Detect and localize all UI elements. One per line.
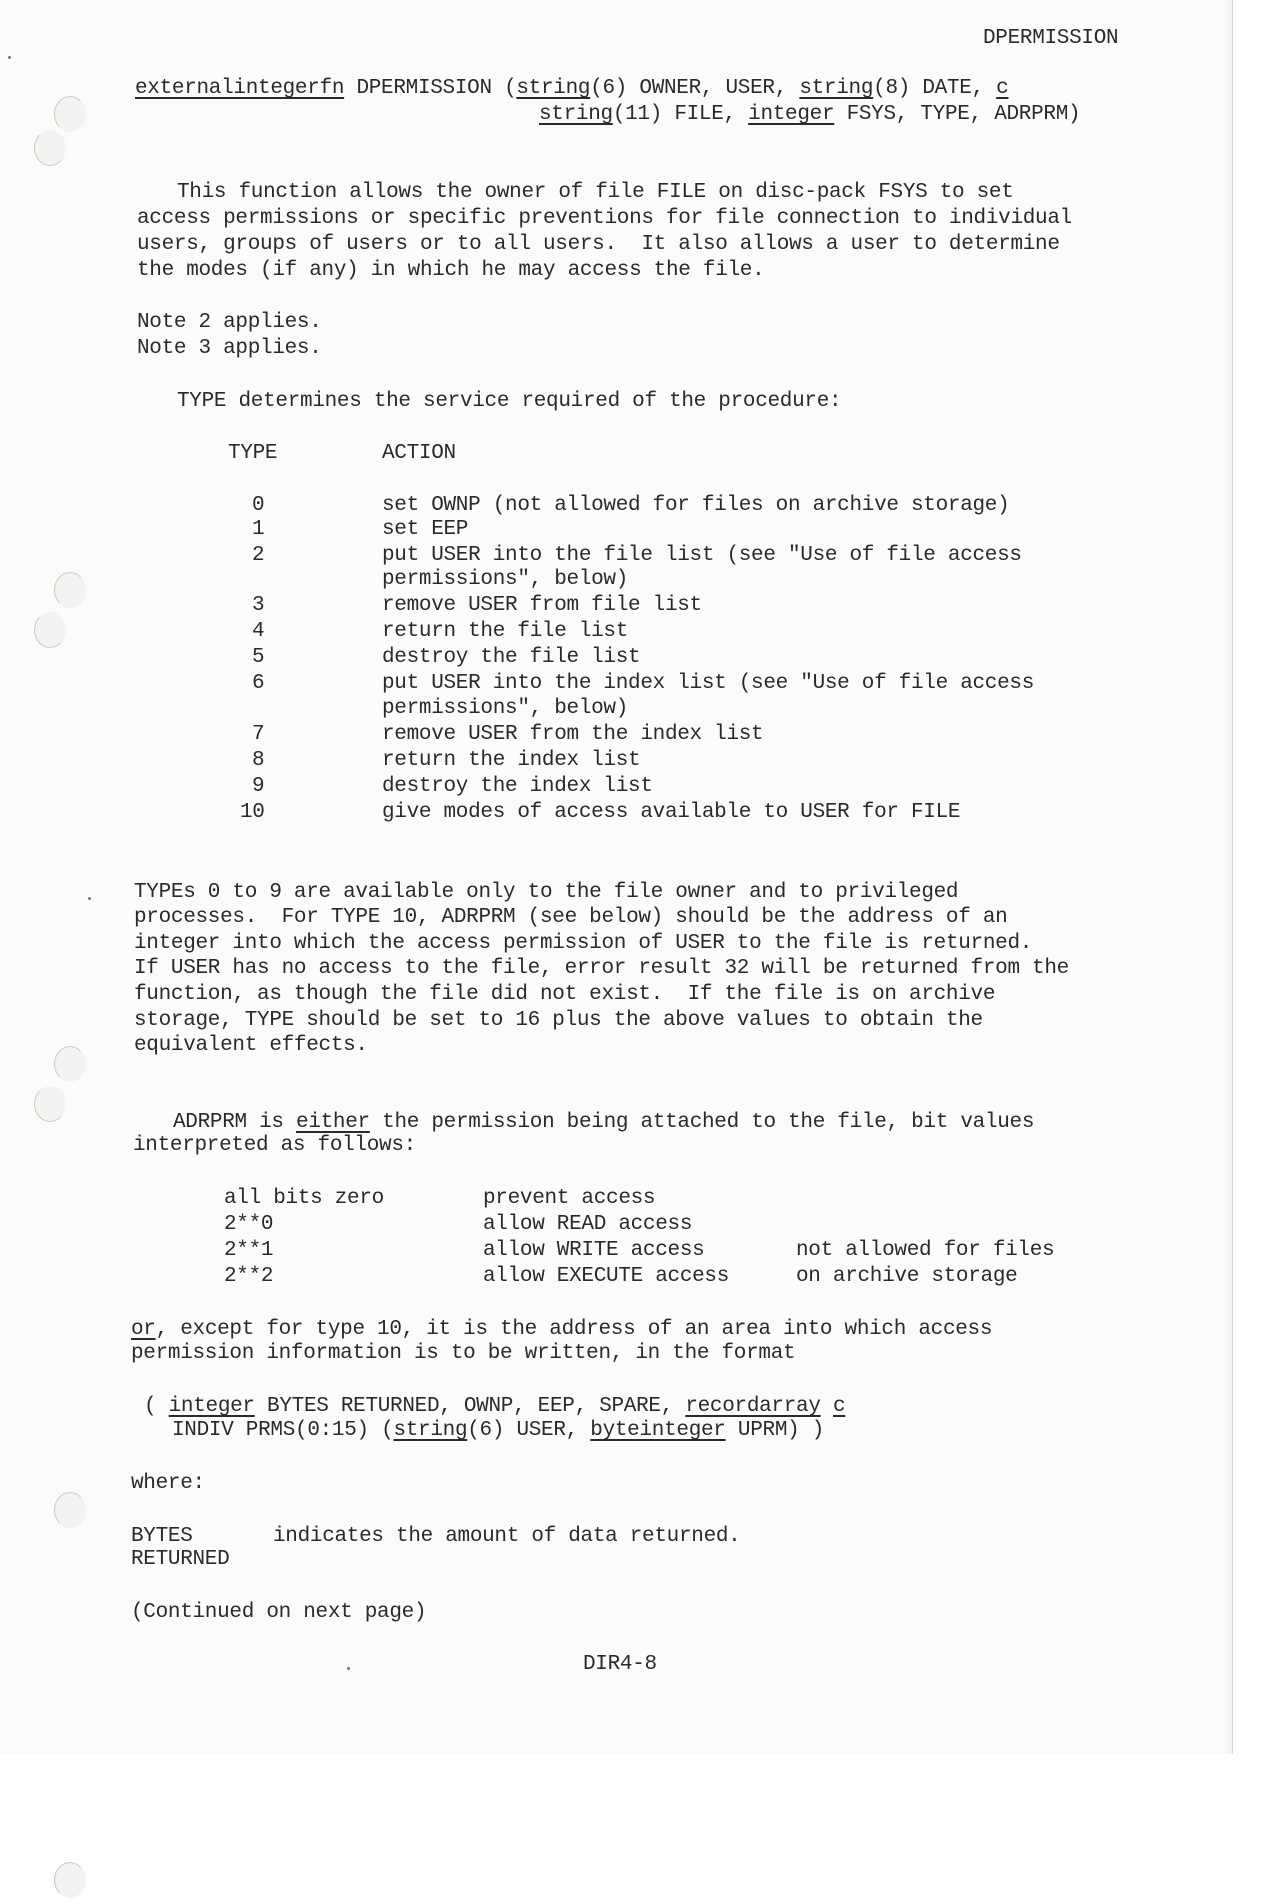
types-paragraph-line: processes. For TYPE 10, ADRPRM (see below) should be the address of an	[134, 906, 1008, 929]
punch-hole-mark	[54, 1046, 86, 1082]
note-line: Note 2 applies.	[137, 311, 322, 334]
type-value: 6	[252, 672, 265, 695]
type-value: 0	[252, 494, 265, 517]
action-text: put USER into the file list (see "Use of file access	[382, 544, 1022, 567]
action-column-header: ACTION	[382, 442, 456, 465]
bit-meaning: allow READ access	[483, 1213, 693, 1236]
intro-line: access permissions or specific preventions for file connection to individual	[137, 207, 1072, 230]
punch-hole-mark	[34, 130, 66, 166]
action-text: return the index list	[382, 749, 641, 772]
keyword-externalintegerfn: externalintegerfn	[135, 77, 345, 100]
action-text: set EEP	[382, 518, 469, 541]
punch-hole-mark	[54, 1492, 86, 1528]
speck-mark	[88, 897, 91, 900]
type-value: 7	[252, 723, 265, 746]
types-paragraph-line: integer into which the access permission of USER to the file is returned.	[134, 932, 1033, 955]
action-text: return the file list	[382, 620, 629, 643]
bit-note: not allowed for files	[796, 1239, 1055, 1262]
type-value: 3	[252, 594, 265, 617]
adrprm-line-2: interpreted as follows:	[133, 1134, 416, 1157]
punch-hole-mark	[54, 572, 86, 608]
type-value: 2	[252, 544, 265, 567]
definition-description: indicates the amount of data returned.	[273, 1525, 741, 1548]
bit-meaning: allow WRITE access	[483, 1239, 705, 1262]
type-value: 4	[252, 620, 265, 643]
intro-line: users, groups of users or to all users. It also allows a user to determine	[137, 233, 1060, 256]
type-value: 10	[240, 801, 265, 824]
signature-line-1: externalintegerfn DPERMISSION (string(6) OWNER, USER, string(8) DATE, c	[135, 77, 1009, 100]
or-line-2: permission information is to be written, in the format	[131, 1342, 796, 1365]
action-text: give modes of access available to USER for FILE	[382, 801, 961, 824]
intro-line: This function allows the owner of file FILE on disc-pack FSYS to set	[177, 181, 1014, 204]
bit-value: all bits zero	[224, 1187, 384, 1210]
types-paragraph-line: If USER has no access to the file, error result 32 will be returned from the	[134, 957, 1069, 980]
bit-meaning: allow EXECUTE access	[483, 1265, 730, 1288]
running-header: DPERMISSION	[983, 27, 1119, 50]
types-paragraph-line: equivalent effects.	[134, 1034, 368, 1057]
bit-value: 2**1	[224, 1239, 274, 1262]
where-label: where:	[131, 1472, 205, 1495]
type-value: 1	[252, 518, 265, 541]
continued-note: (Continued on next page)	[131, 1601, 427, 1624]
note-line: Note 3 applies.	[137, 337, 322, 360]
action-text: put USER into the index list (see "Use of file access	[382, 672, 1035, 695]
type-value: 8	[252, 749, 265, 772]
speck-mark	[347, 1667, 350, 1670]
types-paragraph-line: function, as though the file did not exist. If the file is on archive	[134, 983, 996, 1006]
punch-hole-mark	[54, 1862, 86, 1898]
action-text: destroy the index list	[382, 775, 653, 798]
bit-meaning: prevent access	[483, 1187, 656, 1210]
action-text: set OWNP (not allowed for files on archive storage)	[382, 494, 1010, 517]
action-text-continued: permissions", below)	[382, 568, 629, 591]
punch-hole-mark	[34, 612, 66, 648]
definition-term: BYTES	[131, 1525, 193, 1548]
action-text-continued: permissions", below)	[382, 697, 629, 720]
bit-value: 2**0	[224, 1213, 274, 1236]
punch-hole-mark	[54, 96, 86, 132]
emphasis-or: or	[131, 1318, 156, 1341]
action-text: remove USER from the index list	[382, 723, 764, 746]
bit-note: on archive storage	[796, 1265, 1018, 1288]
punch-hole-mark	[34, 1086, 66, 1122]
format-line-1: ( integer BYTES RETURNED, OWNP, EEP, SPARE, recordarray c	[144, 1395, 846, 1418]
signature-line-2: string(11) FILE, integer FSYS, TYPE, ADRPRM)	[539, 103, 1081, 126]
bit-value: 2**2	[224, 1265, 274, 1288]
types-paragraph-line: storage, TYPE should be set to 16 plus the above values to obtain the	[134, 1009, 983, 1032]
definition-term: RETURNED	[131, 1548, 230, 1571]
speck-mark	[8, 56, 11, 59]
emphasis-either: either	[296, 1111, 370, 1134]
type-value: 9	[252, 775, 265, 798]
format-line-2: INDIV PRMS(0:15) (string(6) USER, byteinteger UPRM) )	[172, 1419, 825, 1442]
type-value: 5	[252, 646, 265, 669]
types-paragraph-line: TYPEs 0 to 9 are available only to the file owner and to privileged	[134, 881, 959, 904]
or-line-1: or, except for type 10, it is the address of an area into which access	[131, 1318, 993, 1341]
intro-line: the modes (if any) in which he may access the file.	[137, 259, 765, 282]
type-column-header: TYPE	[228, 442, 278, 465]
type-intro: TYPE determines the service required of the procedure:	[177, 390, 842, 413]
adrprm-line-1: ADRPRM is either the permission being attached to the file, bit values	[173, 1111, 1035, 1134]
action-text: remove USER from file list	[382, 594, 702, 617]
action-text: destroy the file list	[382, 646, 641, 669]
page-number: DIR4-8	[583, 1653, 657, 1676]
